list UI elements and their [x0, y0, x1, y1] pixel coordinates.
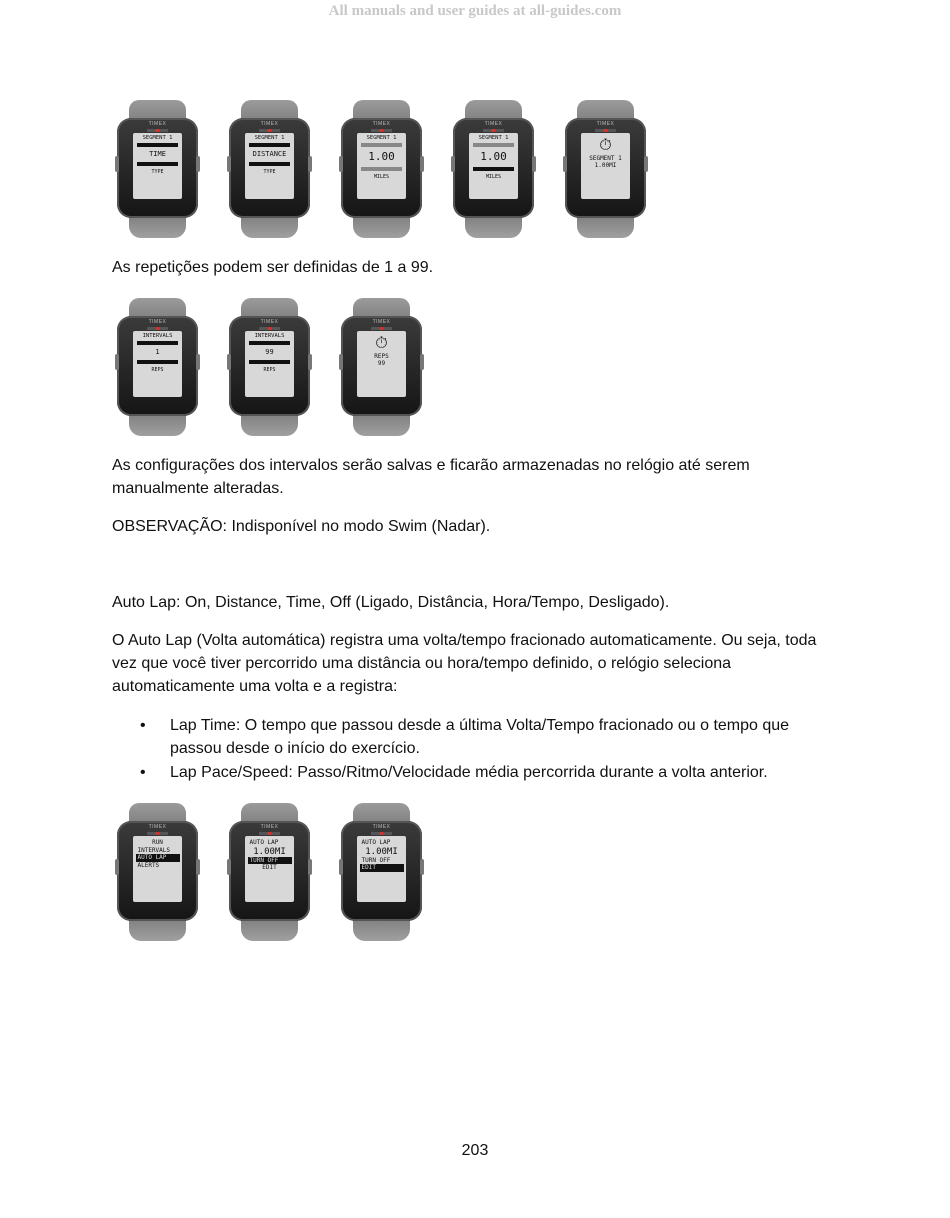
- menu-item: INTERVALS: [137, 846, 171, 854]
- watch-autolap-edit: [339, 803, 424, 941]
- screen-value: TIME: [149, 150, 166, 158]
- watch-brand: TIMEX: [372, 121, 391, 127]
- bullet-icon: •: [140, 717, 146, 734]
- watch-screen: [245, 331, 294, 397]
- screen-header: INTERVALS: [142, 333, 173, 339]
- paragraph-autolap: Auto Lap: On, Distance, Time, Off (Ligado, Distância, Hora/Tempo, Desligado).: [112, 594, 670, 611]
- watch-brand: TIMEX: [372, 824, 391, 830]
- down-arrow-icon: [249, 360, 290, 364]
- paragraph-autolap-desc: O Auto Lap (Volta automática) registra uma volta/tempo fracionado automaticamente. Ou seja, toda vez que você tiver percorrido uma distância ou hora/tempo definido, o relógio seleciona automaticamente uma volta e a registra:: [112, 632, 817, 695]
- menu-item-selected: TURN OFF: [248, 857, 292, 865]
- screen-footer: TYPE: [151, 169, 164, 175]
- list-item: • Lap Time: O tempo que passou desde a última Volta/Tempo fracionado ou o tempo que passou desde o início do exercício.: [140, 714, 840, 760]
- screen-header: INTERVALS: [254, 333, 285, 339]
- down-arrow-icon: [137, 162, 178, 166]
- watch-screen: [245, 836, 294, 902]
- watch-segment-miles-2: [451, 100, 536, 238]
- screen-value: DISTANCE: [252, 150, 287, 158]
- menu-title: AUTO LAP: [249, 839, 279, 846]
- watch-segment-miles-1: [339, 100, 424, 238]
- watch-brand: TIMEX: [148, 319, 167, 325]
- up-arrow-icon: [137, 341, 178, 345]
- screen-line: SEGMENT 1: [589, 155, 622, 162]
- menu-item: ALERTS: [137, 861, 160, 869]
- watch-row-intervals: [115, 298, 424, 436]
- menu-title: RUN: [152, 839, 163, 846]
- watch-row-autolap: [115, 803, 424, 941]
- watch-brand: TIMEX: [372, 319, 391, 325]
- down-arrow-icon: [137, 360, 178, 364]
- watch-autolap-turnoff: [227, 803, 312, 941]
- up-arrow-icon: [249, 143, 290, 147]
- screen-line: 1.00MI: [594, 162, 617, 169]
- watch-screen: [133, 836, 182, 902]
- watch-segment-confirm: [563, 100, 648, 238]
- down-arrow-icon: [473, 167, 514, 171]
- watermark: All manuals and user guides at all-guides.com: [328, 3, 622, 19]
- screen-value: 1: [155, 348, 160, 356]
- watch-brand: TIMEX: [148, 824, 167, 830]
- paragraph-note: OBSERVAÇÃO: Indisponível no modo Swim (Nadar).: [112, 518, 491, 535]
- down-arrow-icon: [361, 167, 402, 171]
- autolap-value: 1.00MI: [253, 846, 286, 857]
- watch-segment-type-time: [115, 100, 200, 238]
- watch-brand: TIMEX: [260, 121, 279, 127]
- watch-run-menu: [115, 803, 200, 941]
- watch-row-segment: [115, 100, 648, 238]
- watch-brand: TIMEX: [484, 121, 503, 127]
- watch-brand: TIMEX: [260, 319, 279, 325]
- watch-brand: TIMEX: [596, 121, 615, 127]
- watch-screen: [469, 133, 518, 199]
- up-arrow-icon: [249, 341, 290, 345]
- menu-title: AUTO LAP: [361, 839, 391, 846]
- screen-footer: REPS: [151, 367, 164, 373]
- stopwatch-check-icon: ⏱: [599, 135, 612, 154]
- up-arrow-icon: [137, 143, 178, 147]
- screen-line: REPS: [374, 353, 389, 360]
- watch-screen: [357, 331, 406, 397]
- watch-screen: [357, 836, 406, 902]
- screen-footer: MILES: [373, 174, 390, 180]
- watch-intervals-confirm: [339, 298, 424, 436]
- menu-item: TURN OFF: [361, 856, 391, 864]
- up-arrow-icon: [361, 143, 402, 147]
- watch-intervals-99: [227, 298, 312, 436]
- watch-screen: [357, 133, 406, 199]
- screen-header: SEGMENT 1: [366, 135, 397, 141]
- screen-value: 1.00: [480, 150, 507, 163]
- menu-item-selected: EDIT: [360, 864, 404, 872]
- watch-screen: [133, 133, 182, 199]
- watch-brand: TIMEX: [260, 824, 279, 830]
- menu-item: EDIT: [262, 864, 277, 871]
- paragraph-reps: As repetições podem ser definidas de 1 a 99.: [112, 259, 434, 276]
- watch-screen: [245, 133, 294, 199]
- stopwatch-check-icon: ⏱: [375, 333, 388, 352]
- bullet-icon: •: [140, 764, 146, 781]
- watch-screen: [133, 331, 182, 397]
- screen-footer: REPS: [263, 367, 276, 373]
- screen-value: 1.00: [368, 150, 395, 163]
- screen-header: SEGMENT 1: [142, 135, 173, 141]
- watch-intervals-1: [115, 298, 200, 436]
- down-arrow-icon: [249, 162, 290, 166]
- menu-item-selected: AUTO LAP: [136, 854, 180, 862]
- screen-header: SEGMENT 1: [254, 135, 285, 141]
- screen-value: 99: [265, 348, 274, 356]
- watch-brand: TIMEX: [148, 121, 167, 127]
- screen-header: SEGMENT 1: [478, 135, 509, 141]
- autolap-value: 1.00MI: [365, 846, 398, 857]
- screen-footer: TYPE: [263, 169, 276, 175]
- paragraph-saved: As configurações dos intervalos serão salvas e ficarão armazenadas no relógio até serem manualmente alteradas.: [112, 457, 750, 497]
- screen-footer: MILES: [485, 174, 502, 180]
- watch-screen: [581, 133, 630, 199]
- screen-line: 99: [377, 360, 386, 367]
- bullet-list: [140, 714, 840, 785]
- watch-segment-type-distance: [227, 100, 312, 238]
- list-item: • Lap Pace/Speed: Passo/Ritmo/Velocidade média percorrida durante a volta anterior.: [140, 761, 840, 784]
- up-arrow-icon: [473, 143, 514, 147]
- page-number: 203: [461, 1142, 489, 1159]
